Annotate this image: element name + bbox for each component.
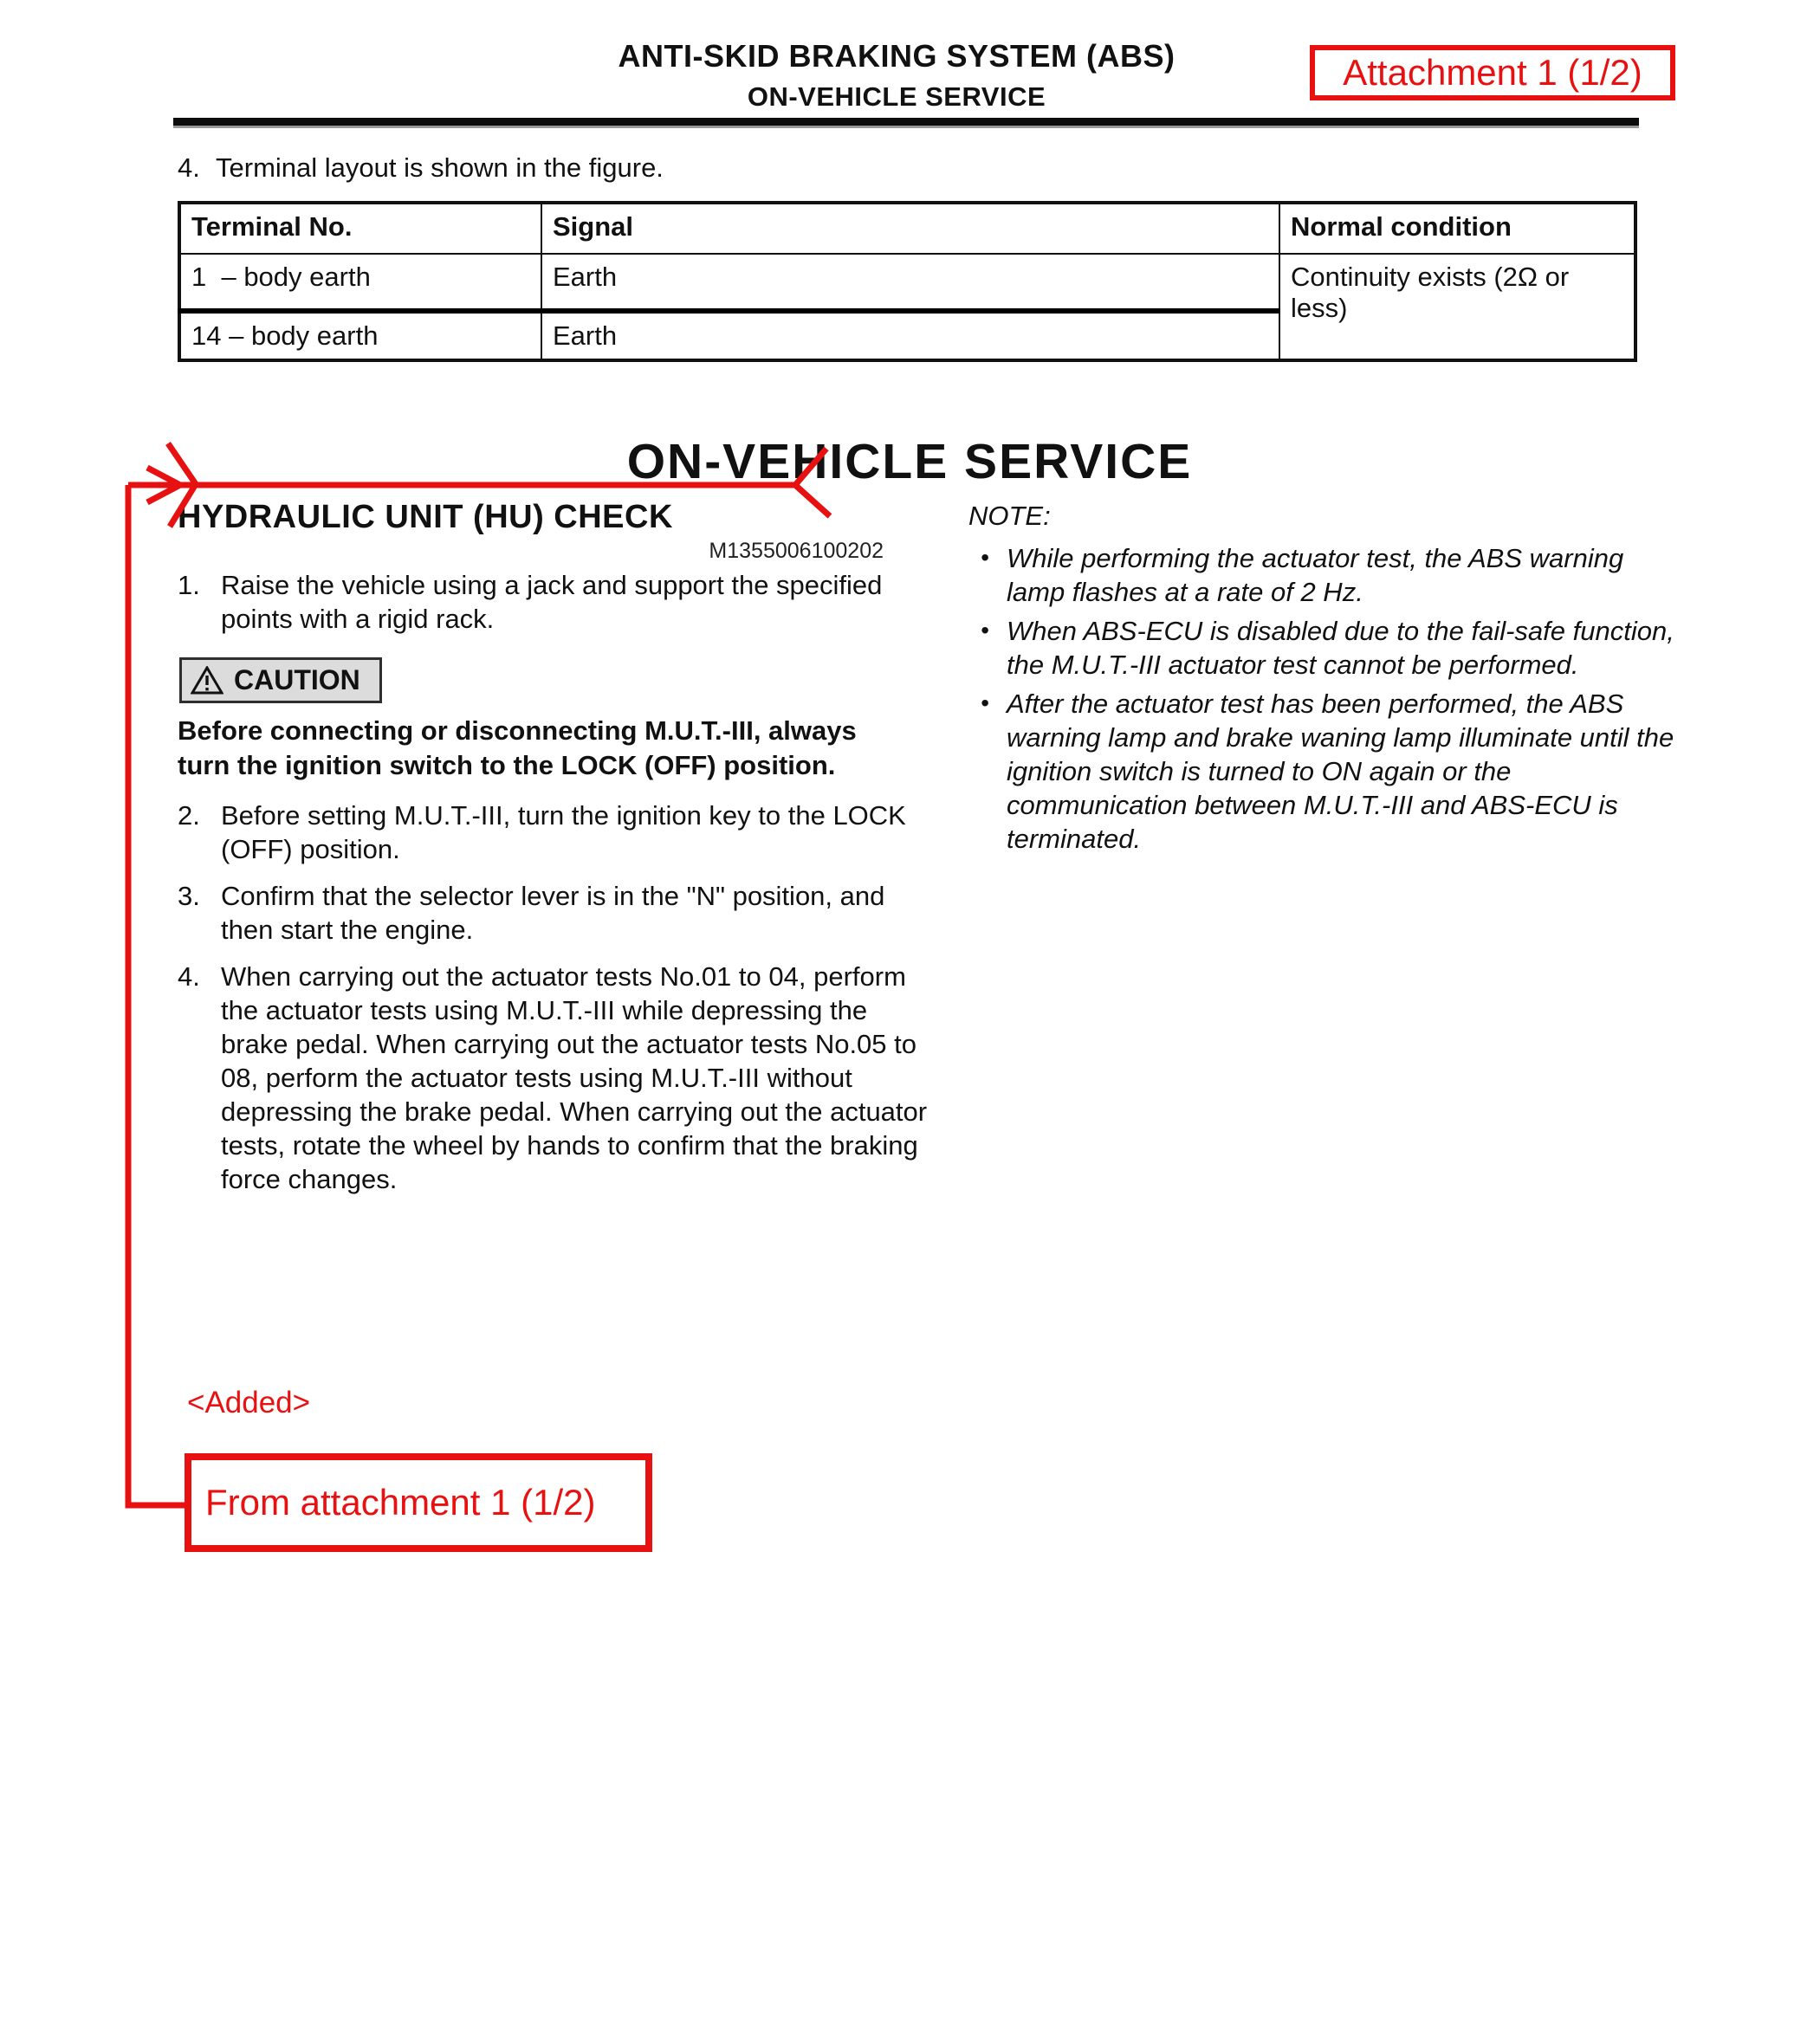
page-header [485, 38, 1308, 113]
step-text: Raise the vehicle using a jack and support the specified points with a rigid rack. [221, 570, 883, 634]
terminal-cell: 14 – body earth [179, 311, 541, 360]
bullet-icon: • [981, 689, 989, 716]
step-number: 2. [178, 800, 200, 831]
from-attachment-box [185, 1453, 652, 1552]
added-annotation-label: <Added> [187, 1386, 311, 1419]
attachment-label-box [1310, 45, 1675, 100]
note-text: After the actuator test has been performed, the ABS warning lamp and brake waning lamp illuminate until the ignition switch is turned to ON again or the communication between M.U.T.-III and ABS-ECU is terminated. [1007, 689, 1674, 854]
note-item [968, 541, 1674, 609]
step-number: 4. [178, 961, 200, 992]
note-label: NOTE: [968, 501, 1051, 531]
table-row [179, 254, 1635, 311]
normal-condition-cell: Continuity exists (2Ω or less) [1279, 254, 1635, 360]
header-divider-rule [173, 118, 1639, 128]
section-title: ON-VEHICLE SERVICE [626, 434, 1193, 489]
note-text: When ABS-ECU is disabled due to the fail-safe function, the M.U.T.-III actuator test cannot be performed. [1007, 616, 1674, 680]
note-item [968, 687, 1674, 856]
intro-item-text: Terminal layout is shown in the figure. [216, 152, 664, 183]
bullet-icon: • [981, 617, 989, 643]
step-text: Confirm that the selector lever is in the "N" position, and then start the engine. [221, 881, 885, 945]
warning-triangle-icon [191, 666, 223, 695]
bullet-icon: • [981, 544, 989, 571]
attachment-label: Attachment 1 (1/2) [1343, 52, 1642, 93]
note-item [968, 614, 1674, 682]
header-title-line2: ON-VEHICLE SERVICE [747, 81, 1046, 112]
step-text: Before setting M.U.T.-III, turn the ignition key to the LOCK (OFF) position. [221, 800, 906, 864]
signal-cell: Earth [541, 254, 1279, 311]
annotation-connector-line [128, 485, 185, 1505]
column-header-terminal: Terminal No. [179, 203, 541, 254]
terminal-table [178, 201, 1637, 362]
intro-list-item [178, 152, 957, 184]
column-header-normal-condition: Normal condition [1279, 203, 1635, 254]
table-header-row [179, 203, 1635, 254]
from-attachment-label: From attachment 1 (1/2) [205, 1482, 596, 1523]
step-item [178, 568, 929, 636]
step-number: 3. [178, 881, 200, 911]
step-item [178, 799, 929, 866]
step-item [178, 879, 929, 947]
subsection-title: HYDRAULIC UNIT (HU) CHECK [178, 499, 673, 535]
terminal-cell: 1 – body earth [179, 254, 541, 311]
procedure-column [178, 568, 929, 1209]
intro-item-number: 4. [178, 152, 200, 183]
insertion-arrowhead-icon [147, 468, 180, 502]
caution-label-box [179, 657, 382, 703]
step-item [178, 960, 929, 1196]
column-header-signal: Signal [541, 203, 1279, 254]
header-title-line1: ANTI-SKID BRAKING SYSTEM (ABS) [618, 38, 1176, 74]
caution-label: CAUTION [234, 664, 360, 695]
note-column [968, 499, 1674, 861]
step-number: 1. [178, 570, 200, 600]
note-text: While performing the actuator test, the ABS warning lamp flashes at a rate of 2 Hz. [1007, 543, 1624, 607]
step-text: When carrying out the actuator tests No.01 to 04, perform the actuator tests using M.U.T.-III while depressing the brake pedal. When carrying out the actuator tests No.05 to 08, perform the actuator tests using M.U.T.-III without depressing the brake pedal. When carrying out the actuator tests, rotate the wheel by hands to confirm that the braking force changes. [221, 961, 928, 1194]
document-code: M1355006100202 [709, 539, 884, 563]
signal-cell: Earth [541, 311, 1279, 360]
caution-text: Before connecting or disconnecting M.U.T.-III, always turn the ignition switch to the LOCK (OFF) position. [178, 715, 857, 780]
